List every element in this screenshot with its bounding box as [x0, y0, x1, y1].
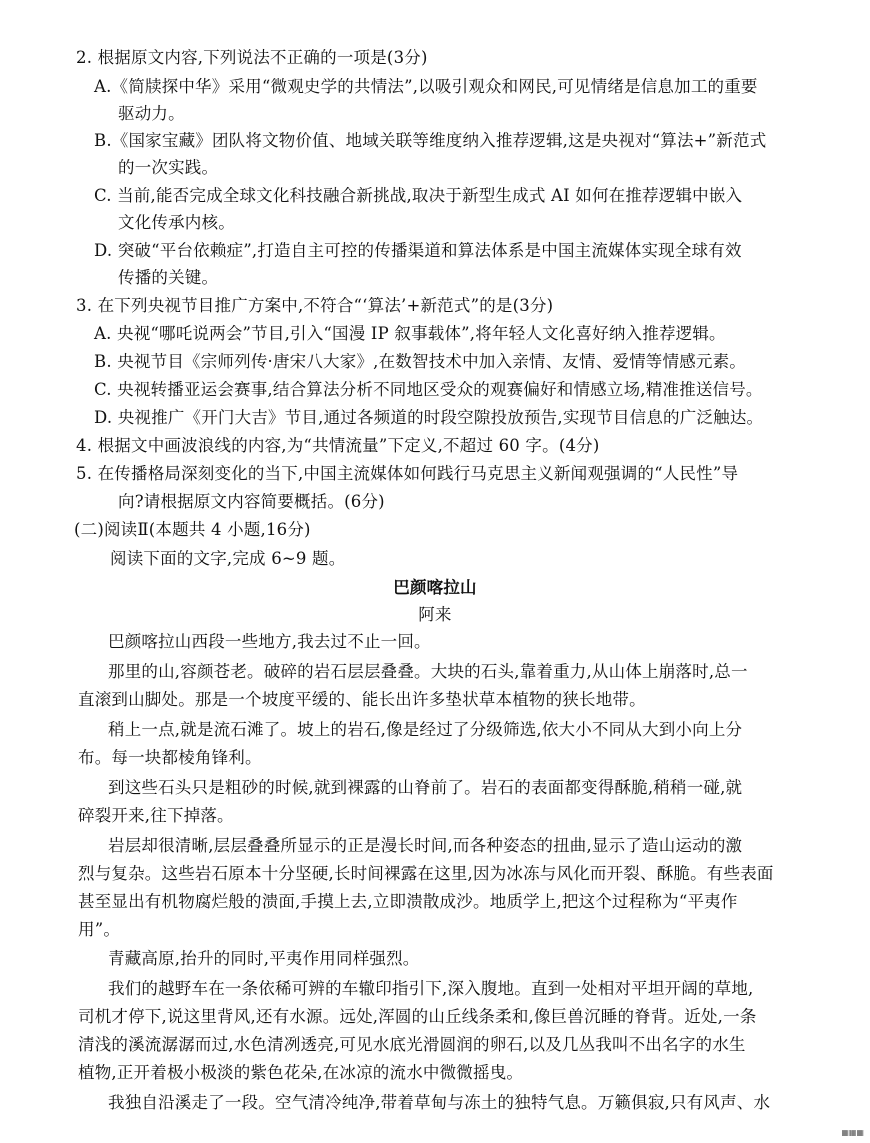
- article-title: 巴颜喀拉山: [393, 578, 477, 597]
- question-2-option-c: C. 当前,能否完成全球文化科技融合新挑战,取决于新型生成式 AI 如何在推荐逻辑中嵌入: [94, 186, 743, 205]
- article-paragraph-cont: 烈与复杂。这些岩石原本十分坚硬,长时间裸露在这里,因为冰冻与风化而开裂、酥脆。有些表面: [78, 864, 774, 883]
- watermark-icon: ▦▦▦: [841, 1128, 864, 1137]
- question-2-option-c-cont: 文化传承内核。: [118, 213, 235, 232]
- question-2-option-d: D. 突破“平台依赖症”,打造自主可控的传播渠道和算法体系是中国主流媒体实现全球有效: [94, 241, 742, 260]
- question-2-option-a-cont: 驱动力。: [118, 104, 185, 123]
- question-2-stem: 2. 根据原文内容,下列说法不正确的一项是(3分): [76, 48, 428, 67]
- question-2-option-b: B.《国家宝藏》团队将文物价值、地域关联等维度纳入推荐逻辑,这是央视对“算法+”新范式: [94, 131, 767, 150]
- article-paragraph: 我们的越野车在一条依稀可辨的车辙印指引下,深入腹地。直到一处相对平坦开阔的草地,: [108, 979, 754, 998]
- question-2-option-b-cont: 的一次实践。: [118, 158, 219, 177]
- article-paragraph: 那里的山,容颜苍老。破碎的岩石层层叠叠。大块的石头,靠着重力,从山体上崩落时,总一: [108, 662, 748, 681]
- article-author: 阿来: [418, 605, 452, 624]
- question-3-option-d: D. 央视推广《开门大吉》节目,通过各频道的时段空隙投放预告,实现节目信息的广泛触达。: [94, 408, 764, 427]
- question-2-option-d-cont: 传播的关键。: [118, 268, 219, 287]
- article-paragraph-cont: 甚至显出有机物腐烂般的溃面,手摸上去,立即溃散成沙。地质学上,把这个过程称为“平夷作: [78, 892, 738, 911]
- article-paragraph: 我独自沿溪走了一段。空气清冷纯净,带着草甸与冻土的独特气息。万籁俱寂,只有风声、水: [108, 1093, 771, 1112]
- article-paragraph: 巴颜喀拉山西段一些地方,我去过不止一回。: [108, 632, 431, 651]
- question-2-option-a: A.《简牍探中华》采用“微观史学的共情法”,以吸引观众和网民,可见情绪是信息加工的重要: [94, 77, 758, 96]
- article-paragraph-cont: 司机才停下,说这里背风,还有水源。远处,浑圆的山丘线条柔和,像巨兽沉睡的脊背。近处,一条: [78, 1007, 757, 1026]
- section-instruction: 阅读下面的文字,完成 6~9 题。: [110, 549, 346, 568]
- article-paragraph-cont: 清浅的溪流潺潺而过,水色清冽透亮,可见水底光滑圆润的卵石,以及几丛我叫不出名字的水生: [78, 1035, 746, 1054]
- article-paragraph-cont: 用”。: [78, 920, 121, 939]
- question-3-option-a: A. 央视“哪吒说两会”节目,引入“国漫 IP 叙事载体”,将年轻人文化喜好纳入推荐逻辑。: [94, 324, 726, 343]
- question-3-stem: 3. 在下列央视节目推广方案中,不符合“‘算法’+新范式”的是(3分): [76, 296, 554, 315]
- article-paragraph-cont: 碎裂开来,往下掉落。: [78, 806, 234, 825]
- article-paragraph: 到这些石头只是粗砂的时候,就到裸露的山脊前了。岩石的表面都变得酥脆,稍稍一碰,就: [108, 778, 743, 797]
- article-paragraph: 青藏高原,抬升的同时,平夷作用同样强烈。: [108, 949, 420, 968]
- article-paragraph: 岩层却很清晰,层层叠叠所显示的正是漫长时间,而各种姿态的扭曲,显示了造山运动的激: [108, 836, 743, 855]
- question-3-option-c: C. 央视转播亚运会赛事,结合算法分析不同地区受众的观赛偏好和情感立场,精准推送信号。: [94, 380, 763, 399]
- question-5-line-2: 向?请根据原文内容简要概括。(6分): [118, 492, 385, 511]
- article-paragraph-cont: 布。每一块都棱角锋利。: [78, 748, 262, 767]
- article-paragraph: 稍上一点,就是流石滩了。坡上的岩石,像是经过了分级筛选,依大小不同从大到小向上分: [108, 720, 743, 739]
- question-3-option-b: B. 央视节目《宗师列传·唐宋八大家》,在数智技术中加入亲情、友情、爱情等情感元素。: [94, 352, 747, 371]
- section-heading: (二)阅读Ⅱ(本题共 4 小题,16分): [74, 520, 311, 539]
- question-5-line-1: 5. 在传播格局深刻变化的当下,中国主流媒体如何践行马克思主义新闻观强调的“人民性”导: [76, 464, 739, 483]
- question-4: 4. 根据文中画波浪线的内容,为“共情流量”下定义,不超过 60 字。(4分): [76, 436, 600, 455]
- article-paragraph-cont: 直滚到山脚处。那是一个坡度平缓的、能长出许多垫状草本植物的狭长地带。: [78, 690, 646, 709]
- article-paragraph-cont: 植物,正开着极小极淡的紫色花朵,在冰凉的流水中微微摇曳。: [78, 1063, 524, 1082]
